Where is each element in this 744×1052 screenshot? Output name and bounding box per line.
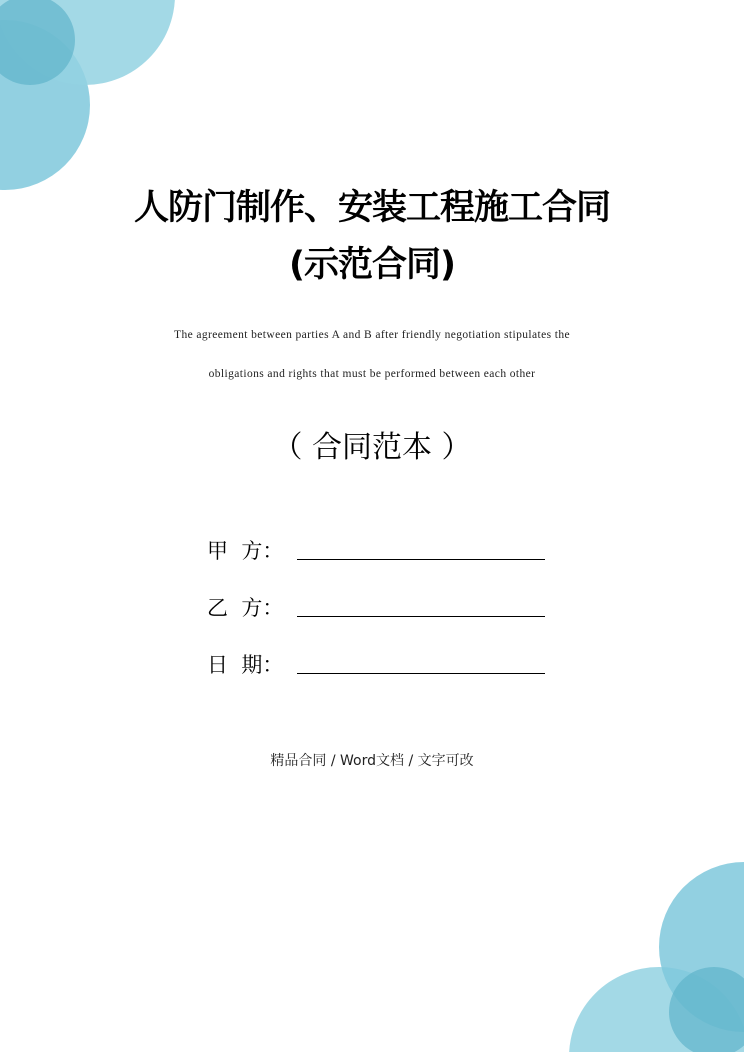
contract-template-label: （ 合同范本 ） xyxy=(272,430,472,465)
footer-tagline: 精品合同 / Word文档 / 文字可改 xyxy=(270,753,474,769)
party-a-label: 甲 方： xyxy=(207,539,284,563)
corner-decoration-bottom-right xyxy=(554,852,744,1052)
date-label: 日 期： xyxy=(207,653,284,677)
party-a-blank-line xyxy=(297,559,545,560)
english-subtitle-line-1: The agreement between parties A and B after friendly negotiation stipulates the xyxy=(174,329,570,341)
english-subtitle-line-2: obligations and rights that must be performed between each other xyxy=(208,368,536,380)
party-a-field xyxy=(207,534,545,564)
party-b-field xyxy=(207,591,545,621)
date-blank-line xyxy=(297,673,545,674)
document-title-line-2: (示范合同) xyxy=(289,245,455,285)
corner-decoration-top-left xyxy=(0,0,190,200)
date-field xyxy=(207,648,545,678)
document-title-line-1: 人防门制作、安装工程施工合同 xyxy=(133,188,610,228)
party-b-label: 乙 方： xyxy=(207,596,284,620)
party-b-blank-line xyxy=(297,616,545,617)
